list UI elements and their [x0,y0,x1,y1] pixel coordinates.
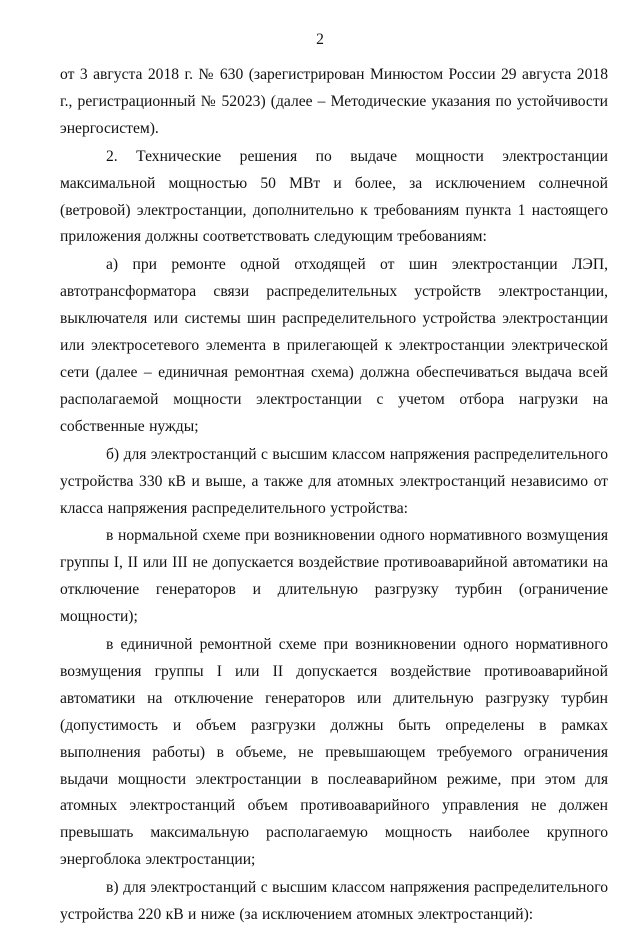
document-body [60,62,608,929]
paragraph-item-2-power-output-requirements: 2. Технические решения по выдаче мощности электростанции максимальной мощностью 50 МВт и более, за исключением солнечной (ветровой) электростанции, дополнительно к требованиям пункта 1 настоящего приложения должны соответствовать следующим требованиям: [60,147,608,246]
paragraph-subitem-a-single-repair-scheme: а) при ремонте одной отходящей от шин электростанции ЛЭП, автотрансформатора связи распределительных устройств электростанции, выключателя или системы шин распределительного устройства электростанции или электросетевого элемента в прилегающей к электростанции электрической сети (далее – единичная ремонтная схема) должна обеспечиваться выдача всей располагаемой мощности электростанции с учетом отбора нагрузки на собственные нужды; [60,256,608,435]
page-number: 2 [316,31,324,48]
paragraph-single-repair-scheme-disturbance: в единичной ремонтной схеме при возникновении одного нормативного возмущения группы I или II допускается воздействие противоаварийной автоматики на отключение генераторов или длительную разгрузку турбин (допустимость и объем разгрузки должны быть определены в рамках выполнения работы) в объеме, не превышающем требуемого ограничения выдачи мощности электростанции в послеаварийном режиме, при этом для атомных электростанций объем противоаварийного управления не должен превышать максимальную располагаемую мощность наиболее крупного энергоблока электростанции; [60,636,608,869]
paragraph-subitem-v-220kv-and-below: в) для электростанций с высшим классом напряжения распределительного устройства 220 кВ и ниже (за исключением атомных электростанций): [60,879,608,924]
paragraph-methodical-guidelines-continuation: от 3 августа 2018 г. № 630 (зарегистрирован Минюстом России 29 августа 2018 г., регистрационный № 52023) (далее – Методические указания по устойчивости энергосистем). [60,66,608,137]
paragraph-subitem-b-330kv-and-above: б) для электростанций с высшим классом напряжения распределительного устройства 330 кВ и выше, а также для атомных электростанций независимо от класса напряжения распределительного устройства: [60,445,608,517]
paragraph-normal-scheme-disturbance: в нормальной схеме при возникновении одного нормативного возмущения группы I, II или III не допускается воздействие противоаварийной автоматики на отключение генераторов и длительную разгрузку турбин (ограничение мощности); [60,527,608,626]
